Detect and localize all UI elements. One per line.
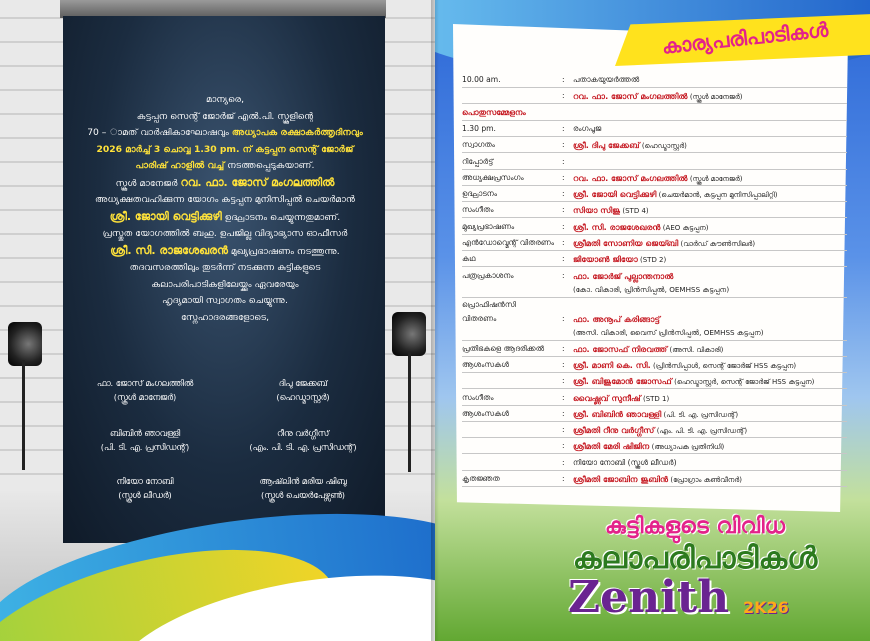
signatory: റീനു വർഗ്ഗീസ് (എം. പി. ടി. എ. പ്രസിഡന്റ്) [249,428,357,452]
row-divider [462,437,847,438]
row-divider [462,185,847,186]
row-divider [462,217,847,218]
program-row [462,123,847,137]
person-name: ഫാ. ജോർജ് പുല്ലാന്തനാൽ [573,270,674,281]
row-value [573,205,649,216]
row-divider [462,297,847,298]
row-separator: : [562,172,565,182]
person-name: ശ്രീമതി മേരി ഷിജിന [573,441,650,452]
row-divider [462,152,847,153]
row-label: പ്രതിഭകളെ ആദരിക്കൽ [462,343,545,353]
letter-line: ഹൃദ്യമായി സ്വാഗതം ചെയ്യുന്നു. [162,295,288,306]
brand-year: 2K26 [743,598,789,617]
letter-line: പാരിഷ് ഹാളിൽ വച്ച് നടത്തപ്പെടുകയാണ്. [135,160,315,171]
row-value [573,425,747,436]
person-name: ശ്രീമതി സോണിയ ജെയ്ബി [573,238,679,248]
person-name: വൈഷ്ണവ് സുനീഷ് [573,392,641,403]
row-value [573,91,742,102]
lamp-stand-left [22,360,25,470]
row-label: സ്വാഗതം [462,140,495,150]
person-note: (പ്രിൻസിപ്പാൾ, സെന്റ് ജോർജ് HSS കട്ടപ്പന) [650,361,797,370]
person-name: റവ. ഫാ. ജോസ് മംഗലത്തിൽ [573,172,688,183]
row-value [573,393,669,404]
program-row [462,188,847,202]
person-note: (STD 2) [637,256,667,265]
person-note: (പി. ടി. എ. പ്രസിഡന്റ്) [661,410,739,419]
signatory: നിയോ നോബി (സ്കൂൾ ലീഡർ) [116,476,174,500]
program-row [462,375,847,389]
row-separator: : [562,140,565,150]
person-name: ശ്രീ. മാണി കെ. സി. [573,359,651,370]
program-row [462,237,847,251]
row-value [573,238,755,249]
letter-line: സ്കൂൾ മാനേജർ റവ. ഫാ. ജോസ് മംഗലത്തിൽ [115,175,335,189]
row-divider [462,388,847,389]
row-value [573,409,738,420]
row-value [573,344,723,355]
row-separator: : [562,343,565,353]
row-separator: : [562,441,565,451]
row-separator: : [562,205,565,215]
signatory: ബിബിൻ ഞാവള്ളി (പി. ടി. എ. പ്രസിഡന്റ്) [100,428,190,452]
person-note: (സ്കൂൾ മാനേജർ) [687,93,743,102]
person-note: (AEO കട്ടപ്പന) [660,223,709,232]
person-note: (അധ്യാപക പ്രതിനിധി) [649,443,725,452]
section-caption: പൊതുസമ്മേളനം [462,107,526,117]
row-text: നിയോ നോബി (സ്കൂൾ ലീഡർ) [573,457,677,467]
row-separator: : [562,123,565,133]
row-divider [462,486,847,487]
person-name: ശ്രീമതി റീനു വർഗ്ഗീസ് [573,425,655,436]
row-divider [462,405,847,406]
row-label: കഥ [462,254,476,264]
row-divider [462,421,847,422]
row-label: 1.30 pm. [462,123,496,133]
row-label: എൻഡോവ്മെന്റ് വിതരണം [462,238,555,247]
letter-line: കട്ടപ്പന സെന്റ് ജോർജ് എൽ.പി. സ്കൂളിന്റെ [136,110,314,122]
row-separator: : [562,189,565,199]
fold-shadow [431,0,439,641]
person-subtitle: (കോ. വികാരി, പ്രിൻസിപ്പൽ, OEMHSS കട്ടപ്പന) [573,284,730,294]
footer-line1: കുട്ടികളുടെ വിവിധ [605,514,785,539]
person-name: ശ്രീ. ബിജുമോൻ ജോസഫ് [573,376,672,387]
brand-logo: Zenith [568,572,730,623]
row-label: പത്രപ്രകാശനം [462,270,514,280]
person-note: (STD 4) [620,207,649,216]
row-divider [462,87,847,88]
invitation-letter [70,92,380,326]
row-value [573,314,660,325]
row-value [573,173,742,184]
row-separator: : [562,156,565,166]
row-separator: : [562,238,565,247]
person-name: ശ്രീ. സി. രാജശേഖരൻ [573,221,661,232]
row-value [573,189,778,200]
row-label: ആശംസകൾ [462,408,510,418]
program-row [462,359,847,373]
row-divider [462,169,847,170]
row-text: രംഗപൂജ [573,123,602,133]
person-note: (ഹെഡ്മാസ്റ്റർ) [639,142,687,151]
row-text: പതാകയുയർത്തൽ [573,75,640,84]
letter-line: ശ്രീ. സി. രാജശേഖരൻ മുഖ്യപ്രഭാഷണം നടത്തുന്നു. [110,243,340,257]
letter-line: ശ്രീ. ജോയി വെട്ടിക്കുഴി ഉദ്ഘാടനം ചെയ്യുന്നതുമാണ്. [109,209,341,223]
row-divider [462,136,847,137]
letter-line: തദവസരത്തിലും തുടർന്ന് നടക്കുന്ന കുട്ടികളുടെ [129,262,321,273]
program-row [462,440,847,454]
row-value [573,474,742,485]
person-note: (പ്രോഗ്രാം കൺവീനർ) [668,476,742,484]
row-value [573,376,814,387]
person-note: (ഹെഡ്മാസ്റ്റർ, സെന്റ് ജോർജ് HSS കട്ടപ്പന) [671,378,815,387]
person-name: ശ്രീമതി ജോബിന ജുബിൻ [573,474,669,484]
row-label: മുഖ്യപ്രഭാഷണം [462,221,515,231]
letter-line: പ്രസ്തുത യോഗത്തിൽ ബഹു. ഉപജില്ല വിദ്യാഭ്യാസ ഓഫീസർ [102,228,348,239]
closing: സ്നേഹാദരങ്ങളോടെ, [181,311,269,323]
program-title: കാര്യപരിപാടികൾ [660,17,830,59]
studio-lamp-left-icon [8,322,42,366]
row-separator: : [562,425,565,435]
row-value [573,441,724,452]
person-subtitle: (അസി. വികാരി, വൈസ് പ്രിൻസിപ്പൽ, OEMHSS കട്ടപ്പന) [573,327,764,337]
row-value [573,458,677,468]
row-separator: : [562,376,565,386]
person-name: ഫാ. അനൂപ് കരിങ്ങാട്ട് [573,313,661,324]
program-section-caption [462,107,847,121]
row-separator: : [562,313,565,323]
row-label: ഉദ്ഘാടനം [462,189,498,199]
signatory: ആഷ്‌ലിൻ മരിയ ഷിബു (സ്കൂൾ ചെയർപേഴ്സൺ) [259,476,347,500]
row-divider [462,266,847,267]
event-date-line: 2026 മാർച്ച് 3 ചൊവ്വ 1.30 pm. ന് കട്ടപ്പന സെന്റ് ജോർജ് [96,143,354,155]
row-divider [462,453,847,454]
person-note: (വാർഡ് കൗൺസിലർ) [678,240,756,248]
person-name: ശ്രീ. ദിപു ജേക്കബ് [573,140,640,151]
person-note: (ചെയർമാൻ, കട്ടപ്പന മുനിസിപ്പാലിറ്റി) [656,191,778,200]
program-row [462,270,847,298]
program-row [462,90,847,104]
row-divider [462,234,847,235]
row-label: പ്രൊഫിഷൻസി [462,299,516,309]
program-row [462,139,847,153]
row-divider [462,120,847,121]
program-row [462,424,847,438]
studio-lamp-right-icon [392,312,426,356]
program-row [462,221,847,235]
footer-line2: കലാപരിപാടികൾ [572,541,818,576]
row-separator: : [562,457,565,467]
letter-line: അധ്യക്ഷതവഹിക്കുന്ന യോഗം കട്ടപ്പന മുനിസിപ്പൽ ചെയർമാൻ [95,194,355,205]
row-label: സംഗീതം [462,205,494,215]
person-note: (എം. പി. ടി. എ. പ്രസിഡന്റ്) [654,427,748,436]
row-value [573,360,796,371]
row-label: അധ്യക്ഷപ്രസംഗം [462,172,524,182]
letter-line: 70 – ാമത് വാർഷികാഘോഷവും അധ്യാപക രക്ഷാകർത്തൃദിനവും [87,127,363,138]
row-value [573,254,666,265]
signatory: ദിപു ജേക്കബ് (ഹെഡ്മാസ്റ്റർ) [276,378,330,402]
letter-line: കലാപരിപാടികളിലേയ്ക്കും ഏവരേയും [151,278,299,290]
row-separator: : [562,392,565,402]
program-row [462,204,847,218]
row-separator: : [562,270,565,280]
row-separator: : [562,75,565,84]
person-name: ജിയോൺ ജിയോ [573,254,638,265]
row-divider [462,103,847,104]
row-separator: : [562,474,565,483]
row-separator: : [562,359,565,369]
program-row [462,392,847,406]
row-separator: : [562,221,565,231]
program-row [462,457,847,471]
row-value [573,124,601,134]
row-separator: : [562,91,565,101]
row-divider [462,372,847,373]
program-panel [435,0,870,641]
person-name: ശ്രീ. ജോയി വെട്ടിക്കുഴി [573,189,657,200]
row-value [573,75,639,85]
row-divider [462,250,847,251]
program-row [462,253,847,267]
row-label: കൃതജ്ഞത [462,474,500,483]
person-name: ഫാ. ജോസഫ് നിരവത്ത് [573,343,668,354]
row-divider [462,356,847,357]
program-row [462,473,847,487]
person-name: ശ്രീ. ബിബിൻ ഞാവള്ളി [573,408,662,419]
row-label: 10.00 am. [462,75,501,84]
program-row [462,408,847,422]
person-note: (സ്കൂൾ മാനേജർ) [687,174,743,183]
row-divider [462,201,847,202]
greeting: മാന്യരെ, [205,94,245,105]
row-value [573,222,708,233]
program-row [462,172,847,186]
person-note: (അസി. വികാരി) [667,345,724,354]
program-row [462,299,847,341]
row-separator: : [562,254,565,264]
person-name: സിയാ സിജു [573,205,621,216]
row-value [573,271,673,282]
row-label: വിതരണം [462,313,497,323]
program-row [462,156,847,170]
row-value [573,140,687,151]
person-note: (STD 1) [640,394,670,403]
person-name: റവ. ഫാ. ജോസ് മംഗലത്തിൽ [573,91,688,102]
row-label: റിപ്പോർട്ട് [462,156,494,166]
row-divider [462,470,847,471]
program-row [462,74,847,88]
row-divider [462,340,847,341]
row-label: ആശംസകൾ [462,359,510,369]
signatory: ഫാ. ജോസ് മംഗലത്തിൽ (സ്കൂൾ മാനേജർ) [96,378,194,402]
row-separator: : [562,408,565,418]
lamp-stand-right [408,352,411,472]
program-row [462,343,847,357]
row-label: സംഗീതം [462,392,494,402]
